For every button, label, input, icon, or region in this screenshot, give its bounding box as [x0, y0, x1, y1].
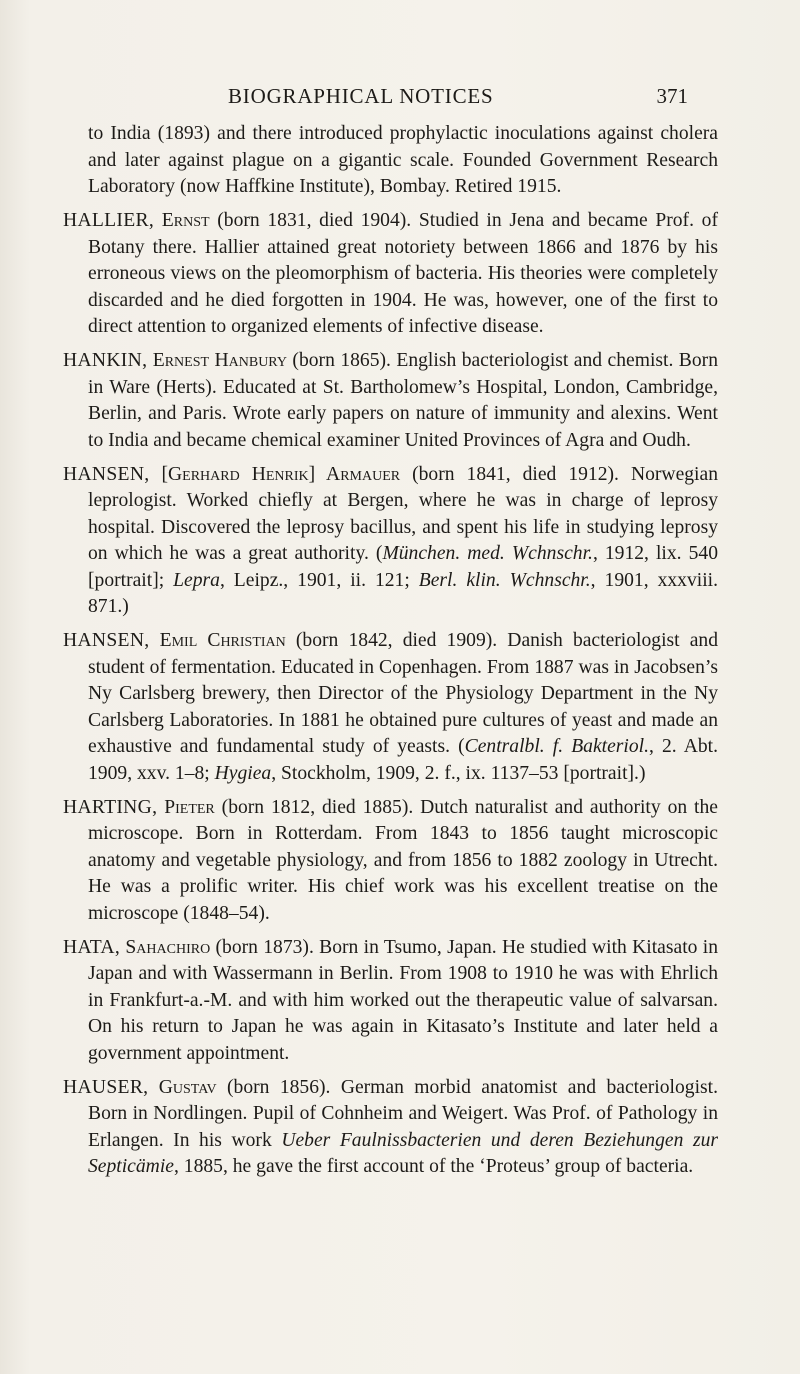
entry-text: (born 1842, died 1909). Danish bacteriologist and student of fermentation. Educated in Copenhagen. From 1887 was in Jacobsen’s Ny Carlsberg brewery, then Director of the Physiology Department in the Ny Carlsberg Laboratories. In 1881 he obtained pure cultures of yeast and made an exhaustive and fundamental study of yeasts. (: [88, 630, 719, 757]
citation-title: Ueber Faulnissbacterien und deren Beziehungen zur Septicämie: [88, 1129, 718, 1177]
entry-text: (born 1812, died 1885). Dutch naturalist and authority on the microscope. Born in Rotterdam. From 1843 to 1856 taught microscopic anatomy and vegetable physiology, and from 1856 to 1882 zoology in Utrecht. He was a prolific writer. His chief work was his excellent treatise on the microscope (1848–54).: [88, 796, 718, 924]
page-header: [228, 84, 688, 114]
entry-text: (born 1856). German morbid anatomist and bacteriologist. Born in Nordlingen. Pupil of Cohnheim and Weigert. Was Prof. of Pathology in Erlangen. In his work: [88, 1076, 718, 1151]
entry-given-name: Gustav: [158, 1076, 217, 1098]
entry-text: (born 1873). Born in Tsumo, Japan. He studied with Kitasato in Japan and with Wassermann in Berlin. From 1908 to 1910 he was with Ehrlich in Frankfurt-a.-M. and with him worked out the therapeutic value of salvarsan. On his return to Japan he was again in Kitasato’s Institute and later held a government appointment.: [88, 936, 718, 1064]
entry-hankin: [63, 348, 718, 454]
citation-title: Centralbl. f. Bakteriol.: [464, 736, 650, 757]
citation-detail: , 1901, xxxviii. 871.): [88, 569, 718, 617]
entry-hansen-armauer: [63, 462, 718, 621]
entry-given-name: [Gerhard Henrik] Armauer: [161, 463, 401, 485]
citation-detail: , Stockholm, 1909, 2. f., ix. 1137–53 [portrait].): [271, 762, 646, 784]
citation-title: Hygiea: [214, 762, 272, 784]
entry-given-name: Pieter: [164, 796, 215, 818]
entry-surname: HATA,: [63, 936, 121, 958]
citation-detail: , 1885, he gave the first account of the ‘Proteus’ group of bacteria.: [173, 1156, 694, 1177]
entry-surname: HARTING,: [63, 796, 158, 818]
citation-detail: , 1912, lix. 540 [portrait];: [88, 543, 718, 591]
entry-hata: [63, 935, 718, 1068]
running-head: BIOGRAPHICAL NOTICES: [228, 84, 494, 108]
entry-text: (born 1841, died 1912). Norwegian leprologist. Worked chiefly at Bergen, where he was in charge of leprosy hospital. Discovered the leprosy bacillus, and spent his life in studying leprosy on which he was a great authority. (: [88, 463, 718, 564]
page-number: 371: [656, 84, 688, 108]
citation-detail: , 2. Abt. 1909, xxv. 1–8;: [88, 736, 718, 784]
entry-given-name: Ernest Hanbury: [152, 350, 287, 371]
page-body: [63, 121, 718, 1188]
continued-paragraph: to India (1893) and there introduced prophylactic inoculations against cholera and later against plague on a gigantic scale. Founded Government Research Laboratory (now Haffkine Institute), Bombay. Retired 1915.: [88, 123, 718, 197]
entry-surname: HAUSER,: [63, 1076, 149, 1098]
citation-title: Lepra: [173, 569, 220, 591]
entry-hansen-emil: [63, 628, 718, 787]
citation-title: München. med. Wchnschr.: [382, 543, 593, 564]
entry-surname: HANSEN,: [63, 463, 150, 485]
entry-harting: [63, 795, 718, 928]
entry-given-name: Sahachiro: [125, 936, 211, 958]
entry-surname: HANSEN,: [63, 630, 150, 651]
entry-hallier: [63, 208, 718, 341]
entry-text: (born 1865). English bacteriologist and chemist. Born in Ware (Herts). Educated at St. Bartholomew’s Hospital, London, Cambridge, Berlin, and Paris. Wrote early papers on nature of immunity and alexins. Went to India and became chemical examiner United Provinces of Agra and Oudh.: [88, 350, 718, 451]
entry-surname: HALLIER,: [63, 210, 155, 231]
entry-surname: HANKIN,: [63, 350, 148, 371]
entry-text: (born 1831, died 1904). Studied in Jena and became Prof. of Botany there. Hallier attained great notoriety between 1866 and 1876 by his erroneous views on the pleomorphism of bacteria. His theories were completely discarded and he died forgotten in 1904. He was, however, one of the first to direct attention to organized elements of infective disease.: [88, 210, 718, 337]
citation-detail: , Leipz., 1901, ii. 121;: [219, 569, 419, 591]
entry-given-name: Ernst: [161, 210, 210, 231]
entry-hauser: [63, 1075, 718, 1181]
citation-title: Berl. klin. Wchnschr.: [418, 569, 591, 591]
entry-given-name: Emil Christian: [159, 630, 286, 651]
